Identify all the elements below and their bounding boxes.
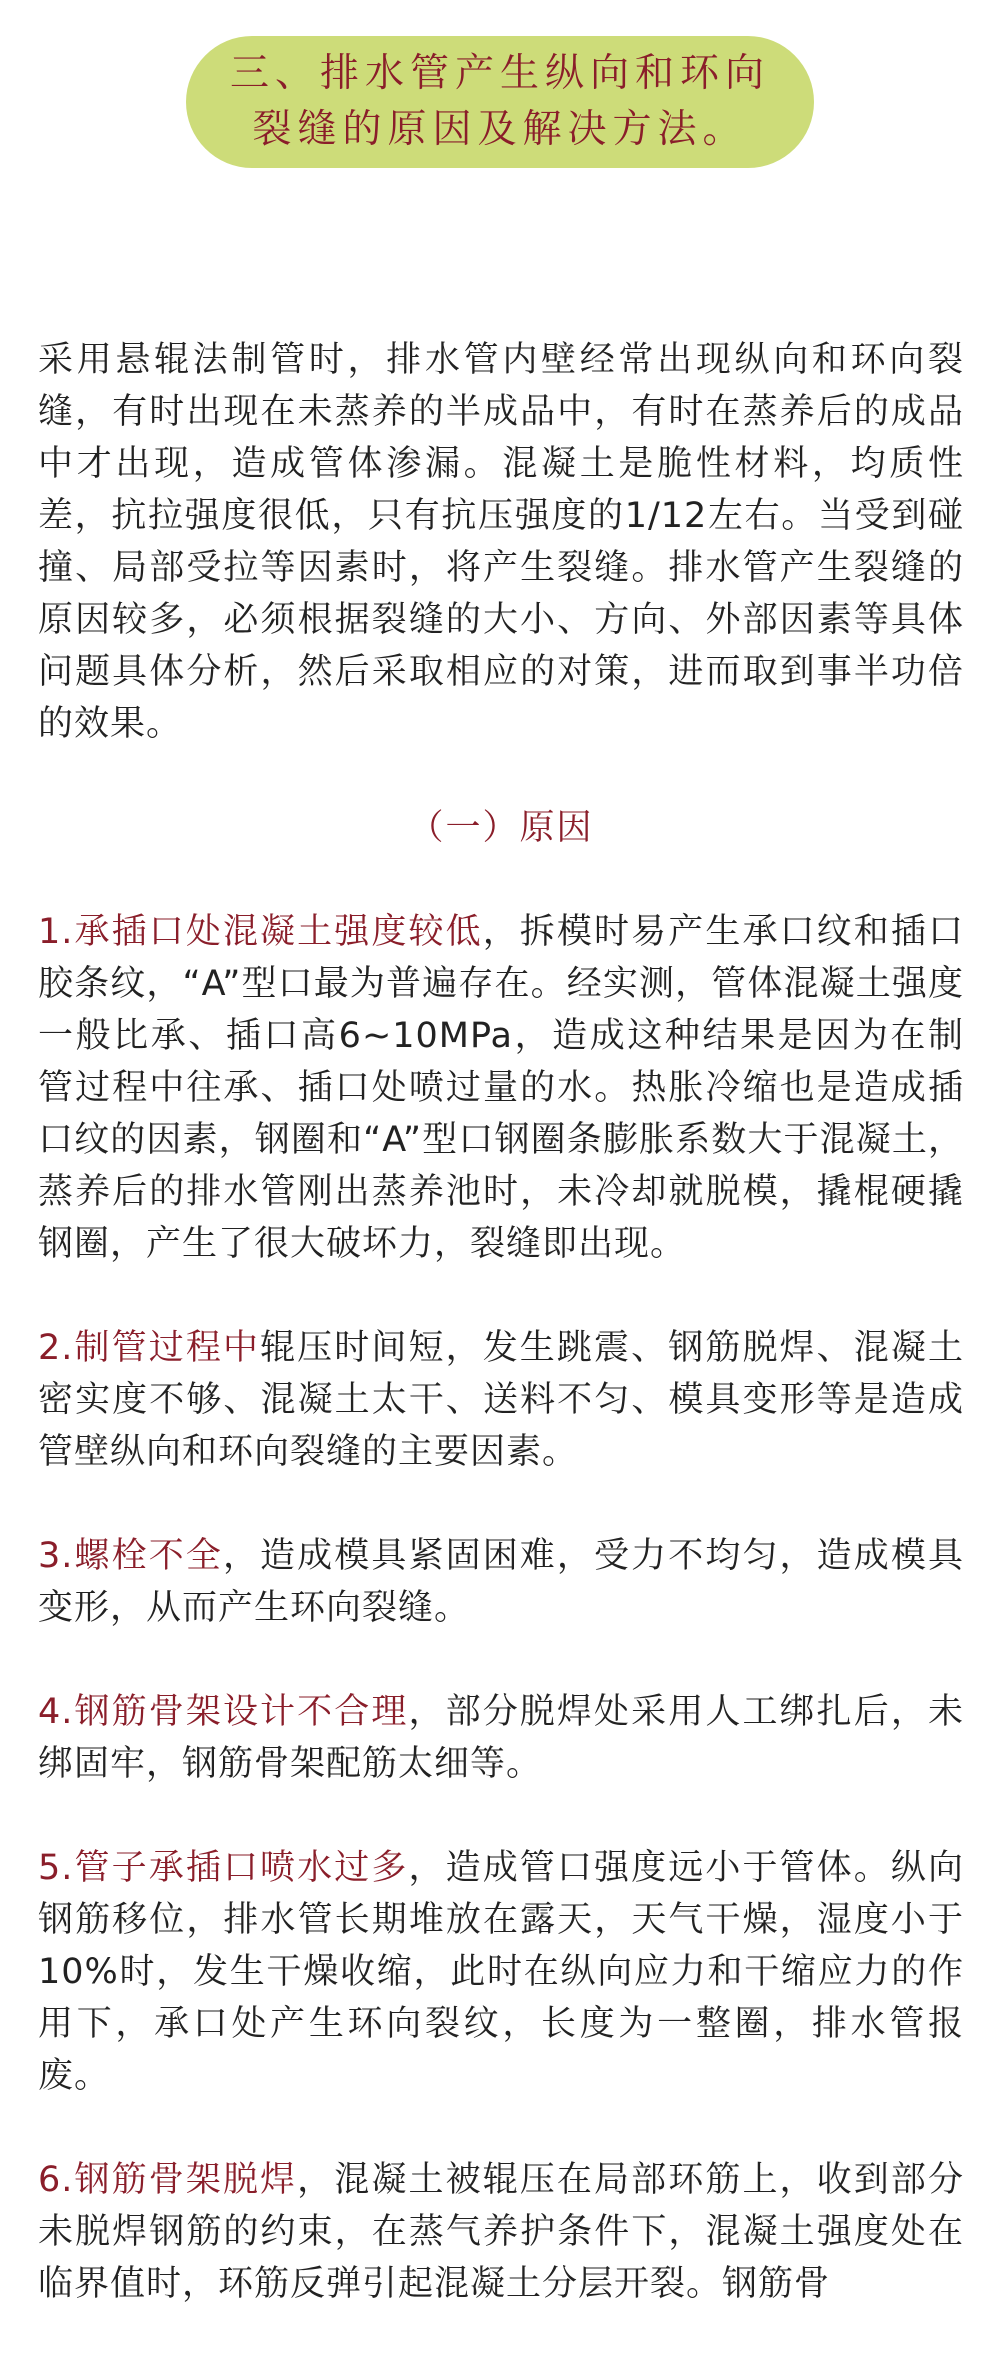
cause-text: ，部分脱焊处采用人工绑扎后，未绑固牢，钢筋骨架配筋太细等。 — [38, 1692, 964, 1784]
cause-text: ，造成管口强度远小于管体。纵向钢筋移位，排水管长期堆放在露天，天气干燥，湿度小于10%时，发生干燥收缩，此时在纵向应力和干缩应力的作用下，承口处产生环向裂纹，长度为一整圈，排水管报废。 — [38, 1848, 964, 2096]
cause-highlight: 承插口处混凝土强度较低 — [73, 912, 483, 952]
cause-number: 1. — [38, 912, 74, 952]
cause-highlight: 螺栓不全 — [73, 1536, 223, 1576]
banner-title-line-2: 裂缝的原因及解决方法。 — [252, 107, 748, 152]
cause-item-2 — [38, 1322, 964, 1478]
cause-text: 辊压时间短，发生跳震、钢筋脱焊、混凝土密实度不够、混凝土太干、送料不匀、模具变形等是造成管壁纵向和环向裂缝的主要因素。 — [38, 1328, 964, 1472]
cause-number: 6. — [38, 2160, 74, 2200]
cause-number: 5. — [38, 1848, 74, 1888]
cause-number: 3. — [38, 1536, 74, 1576]
section-title-banner — [186, 36, 814, 168]
cause-item-5 — [38, 1842, 964, 2102]
cause-item-4 — [38, 1686, 964, 1790]
cause-highlight: 钢筋骨架设计不合理 — [73, 1692, 409, 1732]
cause-highlight: 钢筋骨架脱焊 — [73, 2160, 298, 2200]
intro-paragraph: 采用悬辊法制管时，排水管内壁经常出现纵向和环向裂缝，有时出现在未蒸养的半成品中，有时在蒸养后的成品中才出现，造成管体渗漏。混凝土是脆性材料，均质性差，抗拉强度很低，只有抗压强度的1/12左右。当受到碰撞、局部受拉等因素时，将产生裂缝。排水管产生裂缝的原因较多，必须根据裂缝的大小、方向、外部因素等具体问题具体分析，然后采取相应的对策，进而取到事半功倍的效果。 — [38, 340, 964, 744]
cause-item-3 — [38, 1530, 964, 1634]
cause-item-1 — [38, 906, 964, 1270]
cause-highlight: 管子承插口喷水过多 — [73, 1848, 409, 1888]
cause-number: 4. — [38, 1692, 74, 1732]
banner-title-line-1: 三、排水管产生纵向和环向 — [229, 51, 770, 96]
article-body — [38, 334, 964, 2310]
causes-heading: （一）原因 — [408, 808, 594, 848]
cause-number: 2. — [38, 1328, 74, 1368]
cause-text: ，拆模时易产生承口纹和插口胶条纹，“A”型口最为普遍存在。经实测，管体混凝土强度一般比承、插口高6~10MPa，造成这种结果是因为在制管过程中往承、插口处喷过量的水。热胀冷缩也是造成插口纹的因素，钢圈和“A”型口钢圈条膨胀系数大于混凝土，蒸养后的排水管刚出蒸养池时，未冷却就脱模，撬棍硬撬钢圈，产生了很大破坏力，裂缝即出现。 — [38, 912, 964, 1264]
cause-highlight: 制管过程中 — [73, 1328, 261, 1368]
cause-text: ，造成模具紧固困难，受力不均匀，造成模具变形，从而产生环向裂缝。 — [38, 1536, 964, 1628]
cause-text: ，混凝土被辊压在局部环筋上，收到部分未脱焊钢筋的约束，在蒸气养护条件下，混凝土强度处在临界值时，环筋反弹引起混凝土分层开裂。钢筋骨 — [38, 2160, 964, 2304]
cause-item-6 — [38, 2154, 964, 2310]
